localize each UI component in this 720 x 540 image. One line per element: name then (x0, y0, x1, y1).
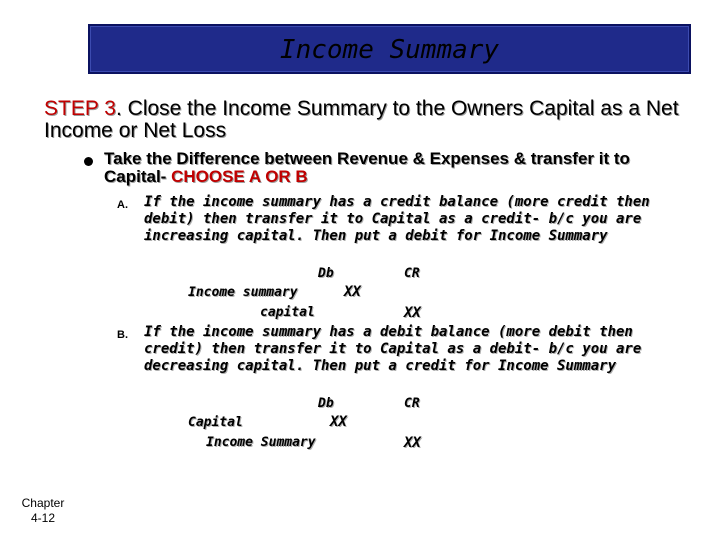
option-a-debit-account: Income summary (188, 285, 298, 300)
option-a-cr-header: CR (404, 266, 420, 281)
step-text: . Close the Income Summary to the Owners Capital as a Net Income or Net Loss (44, 97, 679, 142)
bullet-text (104, 150, 664, 186)
chapter-label (18, 496, 68, 526)
option-a-marker: A. (117, 199, 128, 211)
step-heading (44, 98, 684, 142)
option-a-credit-account: capital (260, 305, 315, 320)
bullet-body: Take the Difference between Revenue & Expenses & transfer it to Capital- (104, 149, 630, 186)
option-b-db-header: Db (318, 396, 334, 411)
option-b-credit-amount: XX (404, 435, 421, 451)
option-b-cr-header: CR (404, 396, 420, 411)
option-b-text: If the income summary has a debit balance (more debit then credit) then transfer it to Capital as a debit- b/c you are decreasing capital. Then put a credit for Income Summary (144, 324, 642, 374)
option-a-debit-amount: XX (344, 284, 361, 300)
bullet-icon (84, 157, 93, 166)
option-a-db-header: Db (318, 266, 334, 281)
chapter-page: 4-12 (30, 511, 56, 525)
step-number: STEP 3 (44, 97, 116, 120)
choose-highlight: CHOOSE A OR B (171, 167, 308, 186)
chapter-word: Chapter (21, 496, 65, 510)
option-a-credit-amount: XX (404, 305, 421, 321)
option-b-debit-account: Capital (188, 415, 243, 430)
option-b-marker: B. (117, 329, 128, 341)
slide-title: Income Summary (279, 35, 500, 65)
option-b-credit-account: Income Summary (206, 435, 316, 450)
option-a-text: If the income summary has a credit balance (more credit then debit) then transfer it to Capital as a credit- b/c you are increasing capital. Then put a debit for Income Summary (144, 194, 650, 244)
option-b-debit-amount: XX (330, 414, 347, 430)
title-bar (88, 24, 691, 74)
